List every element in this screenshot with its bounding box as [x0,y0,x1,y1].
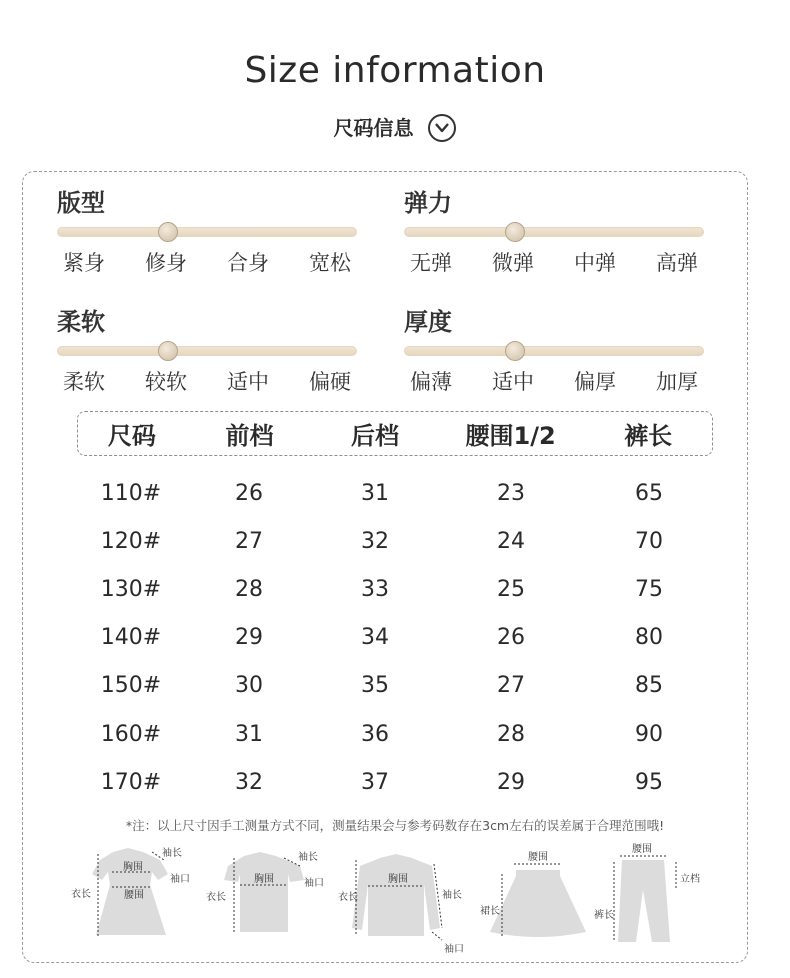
table-row [77,758,713,806]
skirt-diagram [478,840,598,954]
sweater-cuff-label: 袖口 [444,944,464,955]
skirt-length-label: 裙长 [480,906,500,917]
cell-size: 160# [100,721,162,747]
cell-half-waist: 25 [497,576,525,602]
cell-front-rise: 27 [235,528,263,554]
attr-label: 加厚 [656,370,698,394]
attr-thickness [404,302,704,396]
cell-back-rise: 36 [361,721,389,747]
cell-size: 130# [100,576,162,602]
dress-cuff-label: 袖口 [170,874,190,885]
dress-length-label: 衣长 [71,889,91,900]
cell-pants-length: 70 [635,528,663,554]
sweater-shape-icon [352,854,440,936]
attr-track [57,346,357,356]
pants-diagram [592,840,712,954]
table-row [77,565,713,613]
tshirt-diagram [204,840,334,954]
attr-fit [57,183,357,277]
table-row [77,614,713,662]
attr-name: 柔软 [57,308,105,336]
dress-sleeve-label: 袖长 [162,848,182,859]
size-info-label: 尺码信息 [333,116,414,140]
attr-name: 版型 [57,189,105,217]
cell-pants-length: 85 [635,673,663,699]
size-table-header [77,411,713,456]
table-row [77,469,713,517]
cell-back-rise: 33 [361,576,389,602]
sweater-sleeve-label: 袖长 [442,890,462,901]
cell-half-waist: 27 [497,673,525,699]
attr-label: 偏薄 [410,370,452,394]
cell-back-rise: 32 [361,528,389,554]
cell-pants-length: 75 [635,576,663,602]
attr-label: 柔软 [63,370,105,394]
size-info-heading [0,112,790,144]
cell-front-rise: 31 [235,721,263,747]
sweater-length-label: 衣长 [338,892,358,903]
cell-front-rise: 32 [235,769,263,795]
cell-pants-length: 65 [635,480,663,506]
skirt-shape-icon [490,870,586,937]
cell-front-rise: 28 [235,576,263,602]
attr-knob [158,341,178,361]
table-row [77,517,713,565]
sweater-diagram [336,840,476,969]
attr-track [404,227,704,237]
dress-chest-label: 胸围 [123,862,143,873]
attr-label: 较软 [145,370,187,394]
size-table-body [77,469,713,806]
cell-front-rise: 29 [235,625,263,651]
skirt-waist-label: 腰围 [528,852,548,863]
cell-size: 170# [100,769,162,795]
tshirt-sleeve-label: 袖长 [298,852,318,863]
cell-pants-length: 80 [635,625,663,651]
header-back-rise: 后档 [351,422,400,450]
cell-back-rise: 31 [361,480,389,506]
attr-label: 修身 [145,251,187,275]
table-row [77,662,713,710]
attr-label: 偏硬 [309,370,351,394]
cell-front-rise: 26 [235,480,263,506]
cell-half-waist: 29 [497,769,525,795]
tshirt-shape-icon [224,852,304,932]
header-front-rise: 前档 [225,422,274,450]
cell-front-rise: 30 [235,673,263,699]
cell-pants-length: 95 [635,769,663,795]
header-half-waist: 腰围1/2 [465,422,556,450]
attr-knob [158,222,178,242]
attr-track [57,227,357,237]
tshirt-cuff-label: 袖口 [304,878,324,889]
cell-size: 140# [100,625,162,651]
attr-elasticity [404,183,704,277]
attr-label: 中弹 [574,251,616,275]
attr-track [404,346,704,356]
table-row [77,710,713,758]
attr-label: 适中 [227,370,269,394]
cell-half-waist: 28 [497,721,525,747]
page-title: Size information [244,50,546,91]
header-pants-length: 裤长 [624,422,673,450]
attr-knob [505,222,525,242]
pants-rise-label: 立档 [680,874,700,885]
cell-size: 110# [100,480,162,506]
cell-size: 150# [100,673,162,699]
cell-back-rise: 37 [361,769,389,795]
pants-shape-icon [618,860,670,942]
cell-half-waist: 24 [497,528,525,554]
cell-half-waist: 23 [497,480,525,506]
dress-waist-label: 腰围 [124,890,144,901]
attr-knob [505,341,525,361]
attr-softness [57,302,357,396]
tshirt-chest-label: 胸围 [254,874,274,885]
attr-label: 合身 [227,251,269,275]
sweater-chest-label: 胸围 [388,874,408,885]
pants-waist-label: 腰围 [632,844,652,855]
attr-label: 无弹 [410,251,452,275]
pants-length-label: 裤长 [594,910,614,921]
tshirt-length-label: 衣长 [206,892,226,903]
cell-back-rise: 35 [361,673,389,699]
attr-name: 厚度 [404,308,452,336]
chevron-down-icon[interactable] [428,114,456,142]
attr-label: 宽松 [309,251,351,275]
attr-name: 弹力 [404,189,452,217]
cell-pants-length: 90 [635,721,663,747]
cell-size: 120# [100,528,162,554]
cell-back-rise: 34 [361,625,389,651]
cell-half-waist: 26 [497,625,525,651]
attr-label: 高弹 [656,251,698,275]
measurement-note: *注：以上尺寸因手工测量方式不同，测量结果会与参考码数存在3cm左右的误差属于合理范围哦! [125,818,665,833]
dress-diagram [68,840,198,954]
attr-label: 微弹 [492,251,534,275]
attr-label: 偏厚 [574,370,616,394]
attr-label: 适中 [492,370,534,394]
attr-label: 紧身 [63,251,105,275]
header-size: 尺码 [107,422,156,450]
